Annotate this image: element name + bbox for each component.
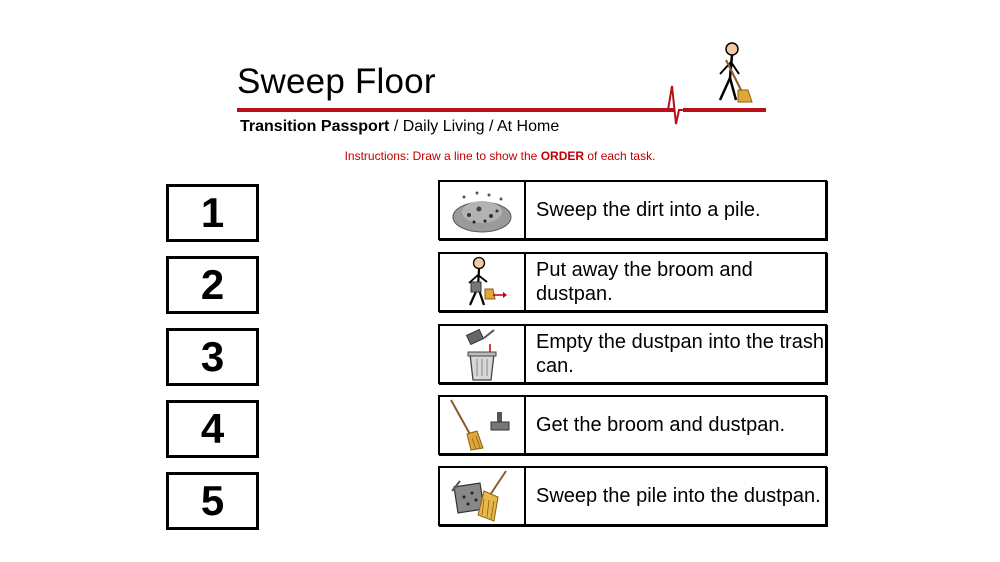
subtitle-path: / Daily Living / At Home — [389, 118, 560, 135]
number-box-1[interactable]: 1 — [166, 184, 259, 242]
page-title: Sweep Floor — [237, 62, 436, 101]
task-card-get-broom[interactable] — [438, 395, 827, 455]
number-box-4[interactable]: 4 — [166, 400, 259, 458]
task-text: Empty the dustpan into the trash can. — [536, 331, 824, 377]
instructions-emphasis: ORDER — [540, 149, 585, 163]
task-text: Get the broom and dustpan. — [536, 414, 786, 436]
number-box-5[interactable]: 5 — [166, 472, 259, 530]
title-underline-right — [683, 108, 766, 112]
task-card-put-away[interactable] — [438, 252, 827, 312]
subtitle-bold: Transition Passport — [240, 118, 390, 135]
person-sweeping-icon — [706, 40, 756, 106]
number-box-3[interactable]: 3 — [166, 328, 259, 386]
instructions — [0, 148, 1000, 164]
task-picture — [440, 254, 526, 310]
trash-can-icon — [462, 326, 502, 382]
task-text: Put away the broom and dustpan. — [536, 259, 753, 305]
task-text: Sweep the pile into the dustpan. — [536, 485, 821, 507]
task-picture — [440, 326, 526, 382]
subtitle — [240, 117, 559, 137]
task-picture — [440, 182, 526, 238]
sweep-into-dustpan-icon — [450, 469, 514, 523]
task-card-empty-dustpan[interactable] — [438, 324, 827, 384]
instructions-suffix: of each task. — [584, 149, 656, 163]
put-away-icon — [457, 255, 507, 309]
number-box-2[interactable]: 2 — [166, 256, 259, 314]
task-picture — [440, 397, 526, 453]
heartbeat-icon — [660, 82, 686, 126]
task-text: Sweep the dirt into a pile. — [536, 199, 761, 221]
title-underline — [237, 108, 675, 112]
task-card-sweep-pile[interactable] — [438, 466, 827, 526]
broom-dustpan-icon — [447, 398, 517, 452]
task-picture — [440, 468, 526, 524]
instructions-prefix: Instructions: Draw a line to show the — [344, 149, 541, 163]
dirt-pile-icon — [449, 185, 515, 235]
task-card-sweep-dirt[interactable] — [438, 180, 827, 240]
